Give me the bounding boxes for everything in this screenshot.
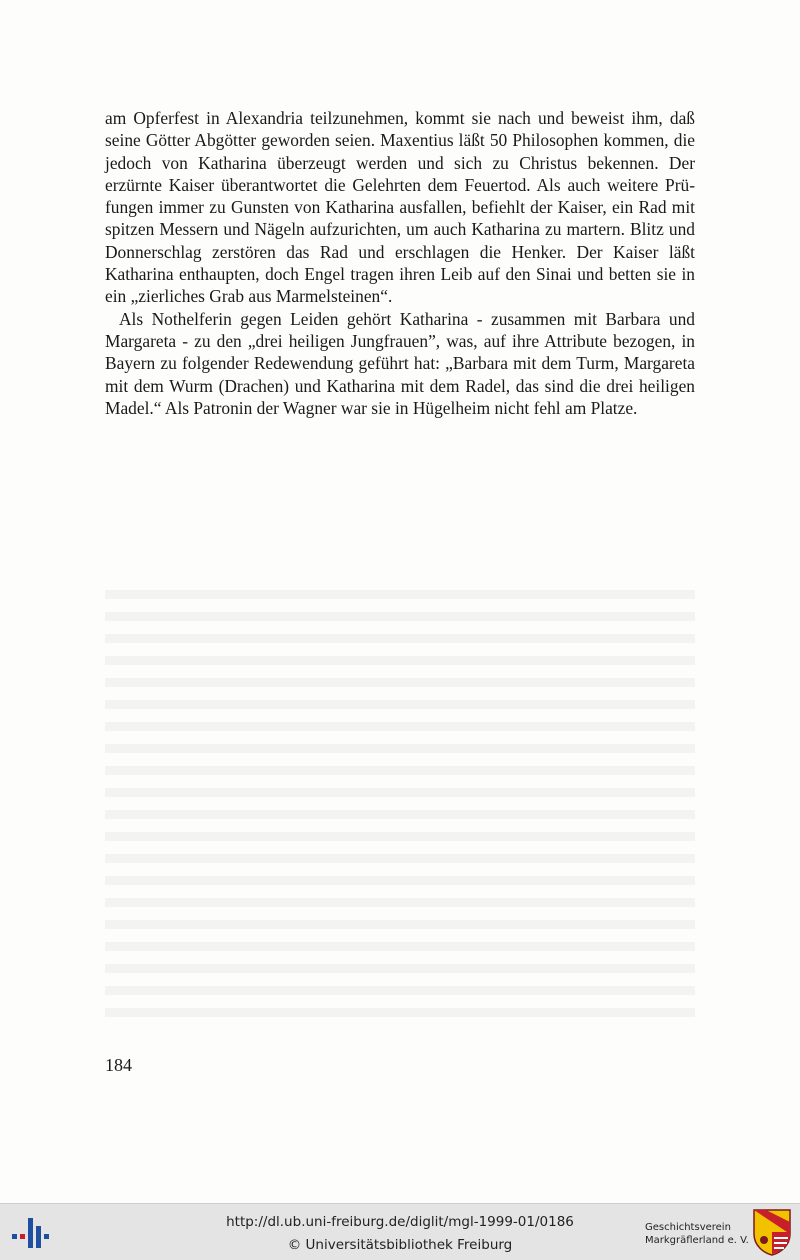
society-name [645,1221,755,1247]
show-through-background [105,590,695,1030]
society-line-2: Markgräflerland e. V. [645,1235,749,1246]
footer-bar [0,1203,800,1260]
body-text [105,107,695,419]
paragraph-1: am Opferfest in Alexandria teilzunehmen, kommt sie nach und beweist ihm, daß seine Götter Abgötter geworden seien. Maxentius läßt 50 Philosophen kommen, die jedoch von Katharina überzeugt werden und sich zu Christus bekennen. Der erzürnte Kaiser überantwortet die Gelehrten dem Feuertod. Als auch weitere Prüfungen immer zu Gunsten von Katharina ausfallen, befiehlt der Kaiser, ein Rad mit spitzen Messern und Nägeln aufzurichten, um auch Katharina zu martern. Blitz und Donnerschlag zerstören das Rad und erschlagen die Henker. Der Kaiser läßt Katharina enthaupten, doch Engel tragen ihren Leib auf den Sinai und betten sie in ein „zierliches Grab aus Marmelsteinen“. [105,108,695,307]
coat-of-arms-icon [752,1208,792,1256]
paragraph-2: Als Nothelferin gegen Leiden gehört Katharina - zusammen mit Barbara und Margareta - zu den „drei heiligen Jungfrauen”, was, auf ihre Attribute bezogen, in Bayern zu folgender Redewendung geführt hat: „Barbara mit dem Turm, Margareta mit dem Wurm (Drachen) und Katharina mit dem Radel, das sind die drei heiligen Madel.“ Als Patronin der Wagner war sie in Hügelheim nicht fehl am Platze. [105,308,695,418]
society-line-1: Geschichtsverein [645,1222,731,1233]
copyright-notice: © Universitätsbibliothek Freiburg [287,1237,513,1253]
document-url[interactable]: http://dl.ub.uni-freiburg.de/diglit/mgl-1999-01/0186 [226,1214,574,1230]
page-number: 184 [105,1055,132,1075]
